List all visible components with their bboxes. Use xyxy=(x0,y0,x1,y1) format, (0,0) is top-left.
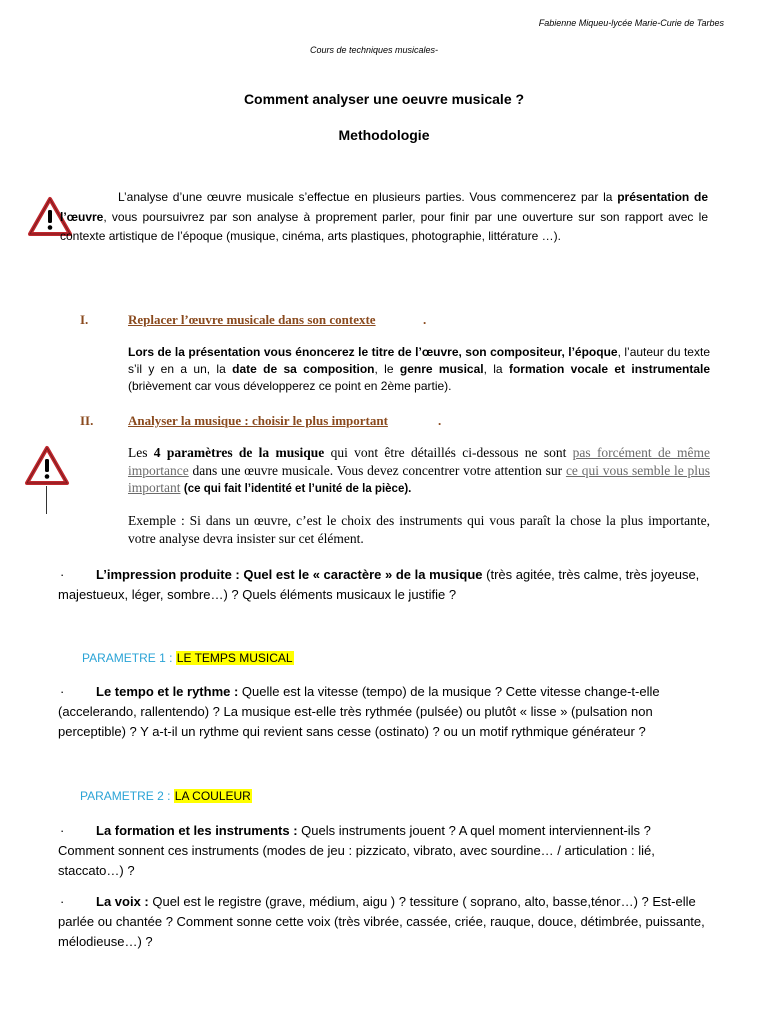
example-paragraph: Exemple : Si dans un œuvre, c’est le choix des instruments qui vous paraît la chose la plus importante, votre analyse devra insister sur cet élément. xyxy=(128,513,710,546)
page-subtitle: Methodologie xyxy=(338,127,430,143)
section-1-text: Lors de la présentation vous énoncerez le titre de l’œuvre, son compositeur, l’époque, l’auteur du texte s’il y en a un, la date de sa composition, le genre musical, la formation vocale et instrumentale (brièvement car vous développerez ce point en 2ème partie). xyxy=(128,345,711,393)
section-2-heading xyxy=(0,413,768,433)
parameter-1-heading: PARAMETRE 1 : LE TEMPS MUSICAL xyxy=(82,651,293,665)
divider-line xyxy=(46,486,47,514)
parameter-2-heading: PARAMETRE 2 : LA COULEUR xyxy=(80,789,251,803)
header-author: Fabienne Miqueu-lycée Marie-Curie de Tarbes xyxy=(538,18,724,28)
list-item-impression: · L’impression produite : Quel est le « caractère » de la musique (très agitée, très calme, très joyeuse, majestueux, léger, sombre…) ? Quels éléments musicaux le justifie ? xyxy=(58,567,700,602)
page-title: Comment analyser une oeuvre musicale ? xyxy=(243,91,525,107)
list-item-voice: · La voix : Quel est le registre (grave, médium, aigu ) ? tessiture ( soprano, alto, basse,ténor…) ? Est-elle parlée ou chantée ? Comment sonne cette voix (très vibrée, cassée, criée, rauque, douce, détimbrée, puissante, mélodieuse…) ? xyxy=(58,894,705,949)
section-2-number: II. xyxy=(80,413,94,428)
section-1-title-end: . xyxy=(423,312,427,327)
section-2-text: Les 4 paramètres de la musique qui vont être détaillés ci-dessous ne sont pas forcément de même importance dans une œuvre musicale. Vous devez concentrer votre attention sur ce qui vous semble le plus important (ce qui fait l’identité et l’unité de la pièce). xyxy=(128,445,710,495)
section-2-title: Analyser la musique : choisir le plus important xyxy=(128,413,388,428)
intro-paragraph: L’analyse d’une œuvre musicale s’effectue en plusieurs parties. Vous commencerez par la présentation de l’œuvre, vous poursuivrez par son analyse à proprement parler, pour finir par une ouverture sur son rapport avec le contexte artistique de l’époque (musique, cinéma, arts plastiques, photographie, littérature …). xyxy=(60,190,708,243)
section-1-number: I. xyxy=(80,312,89,327)
list-item-formation: · La formation et les instruments : Quels instruments jouent ? A quel moment interviennent-ils ? Comment sonnent ces instruments (modes de jeu : pizzicato, vibrato, avec sourdine… / articulation : lié, staccato…) ? xyxy=(58,823,655,878)
warning-triangle-icon xyxy=(24,445,70,487)
section-1-heading xyxy=(0,312,768,332)
header-course: Cours de techniques musicales- xyxy=(309,45,439,55)
list-item-tempo: · Le tempo et le rythme : Quelle est la vitesse (tempo) de la musique ? Cette vitesse change-t-elle (accelerando, rallentendo) ? La musique est-elle très rythmée (pulsée) ou plutôt « lisse » (pulsation non perceptible) ? Y a-t-il un rythme qui revient sans cesse (ostinato) ? ou un motif rythmique générateur ? xyxy=(58,684,660,739)
section-2-title-end: . xyxy=(438,413,442,428)
section-1-title: Replacer l’œuvre musicale dans son contexte xyxy=(128,312,376,327)
